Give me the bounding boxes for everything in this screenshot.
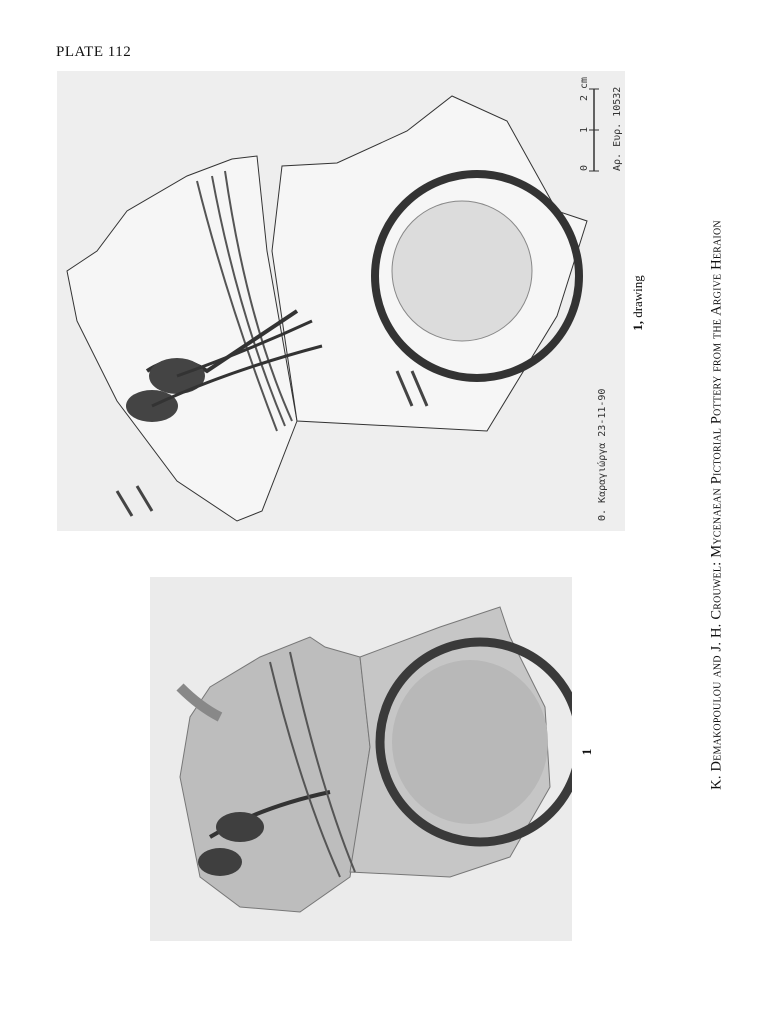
plate-label: PLATE 112 bbox=[56, 44, 132, 60]
scale-tick-1: 1 bbox=[579, 126, 590, 133]
drawing-inventory-note: Αρ. Ευρ. 10532 bbox=[612, 86, 623, 171]
scale-tick-2: 2 cm bbox=[579, 76, 590, 101]
sherd-drawing-figure bbox=[57, 71, 625, 531]
sherd-photograph bbox=[150, 577, 572, 941]
photo-caption: 1 bbox=[579, 748, 594, 756]
drawing-caption bbox=[630, 275, 646, 331]
drawing-caption-text: drawing bbox=[630, 275, 645, 322]
drawing-caption-number: 1, bbox=[630, 321, 645, 331]
scale-tick-0: 0 bbox=[579, 164, 590, 171]
sherd-drawing-illustration bbox=[57, 71, 625, 531]
page-credit-line: K. Demakopoulou and J. H. Crouwel: Mycenaean Pictorial Pottery from the Argive Heraion bbox=[708, 220, 725, 790]
drawing-artist-note: Θ. Καραγιώργα 23-11-90 bbox=[597, 388, 608, 521]
sherd-photo-figure bbox=[150, 577, 572, 941]
